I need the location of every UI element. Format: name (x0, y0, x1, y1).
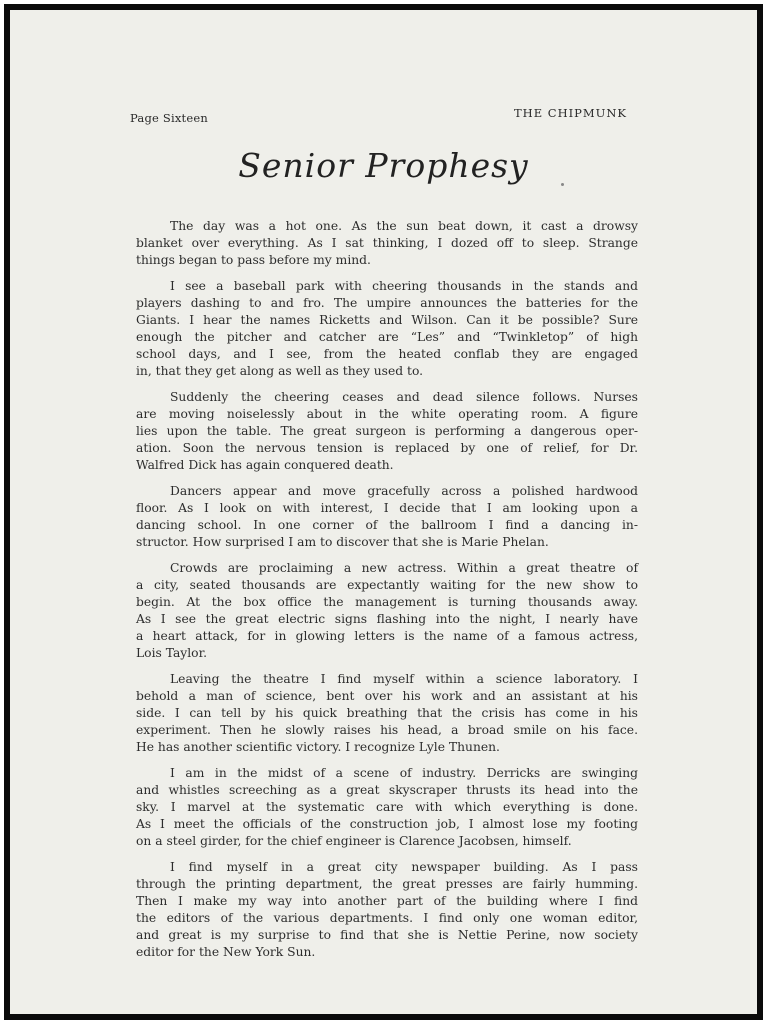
paragraph (136, 278, 638, 380)
paragraph-line: Lois Taylor. (136, 646, 208, 660)
paragraph-line: Then I make my way into another part of the building where I find (136, 894, 638, 908)
paragraph-line: players dashing to and fro. The umpire announces the batteries for the (136, 296, 638, 310)
paragraph-line: He has another scientific victory. I recognize Lyle Thunen. (136, 740, 500, 754)
paragraph-line: behold a man of science, bent over his work and an assistant at his (136, 689, 638, 703)
paragraph-line: Dancers appear and move gracefully across a polished hardwood (170, 484, 638, 498)
paragraph (136, 671, 638, 756)
paragraph-line: and great is my surprise to find that she is Nettie Perine, now society (136, 928, 638, 942)
paragraph-line: I find myself in a great city newspaper building. As I pass (170, 860, 638, 874)
paragraph-line: are moving noiselessly about in the white operating room. A figure (136, 407, 638, 421)
paragraph-line: begin. At the box office the management is turning thousands away. (136, 595, 638, 609)
paragraph (136, 765, 638, 850)
paragraph-line: on a steel girder, for the chief engineer is Clarence Jacobsen, himself. (136, 834, 572, 848)
paragraph-line: the editors of the various departments. I find only one woman editor, (136, 911, 638, 925)
paragraph-line: a heart attack, for in glowing letters is the name of a famous actress, (136, 629, 638, 643)
paragraph (136, 483, 638, 551)
paragraph-line: dancing school. In one corner of the ballroom I find a dancing in- (136, 518, 638, 532)
paragraph-line: sky. I marvel at the systematic care with which everything is done. (136, 800, 638, 814)
paragraph-line: school days, and I see, from the heated conflab they are engaged (136, 347, 638, 361)
paragraph-line: enough the pitcher and catcher are “Les” and “Twinkletop” of high (136, 330, 638, 344)
paragraph (136, 218, 638, 269)
paragraph-line: Walfred Dick has again conquered death. (136, 458, 394, 472)
article-body (136, 218, 638, 970)
publication-name: THE CHIPMUNK (514, 106, 627, 120)
paragraph-line: through the printing department, the great presses are fairly humming. (136, 877, 638, 891)
page-border (4, 4, 763, 1020)
paragraph-line: As I see the great electric signs flashing into the night, I nearly have (136, 612, 638, 626)
paragraph-line: floor. As I look on with interest, I decide that I am looking upon a (136, 501, 638, 515)
paragraph-line: things began to pass before my mind. (136, 253, 371, 267)
article-title: Senior Prophesy (238, 146, 529, 185)
paragraph-line: The day was a hot one. As the sun beat down, it cast a drowsy (170, 219, 638, 233)
paragraph (136, 560, 638, 662)
paragraph-line: blanket over everything. As I sat thinking, I dozed off to sleep. Strange (136, 236, 638, 250)
paragraph-line: Giants. I hear the names Ricketts and Wilson. Can it be possible? Sure (136, 313, 638, 327)
paragraph-line: lies upon the table. The great surgeon is performing a dangerous oper- (136, 424, 638, 438)
paragraph-line: Crowds are proclaiming a new actress. Within a great theatre of (170, 561, 638, 575)
paragraph-line: Leaving the theatre I find myself within a science laboratory. I (170, 672, 638, 686)
paragraph-line: ation. Soon the nervous tension is replaced by one of relief, for Dr. (136, 441, 638, 455)
paragraph-line: I see a baseball park with cheering thousands in the stands and (170, 279, 638, 293)
page-number-label: Page Sixteen (130, 111, 208, 125)
paragraph (136, 859, 638, 961)
paragraph-line: side. I can tell by his quick breathing that the crisis has come in his (136, 706, 638, 720)
paragraph-line: in, that they get along as well as they used to. (136, 364, 424, 378)
paragraph-line: editor for the New York Sun. (136, 945, 316, 959)
paragraph-line: experiment. Then he slowly raises his head, a broad smile on his face. (136, 723, 638, 737)
paragraph-line: As I meet the officials of the construction job, I almost lose my footing (136, 817, 638, 831)
paragraph (136, 389, 638, 474)
paragraph-line: a city, seated thousands are expectantly waiting for the new show to (136, 578, 638, 592)
ink-speck (561, 183, 564, 186)
paragraph-line: Suddenly the cheering ceases and dead silence follows. Nurses (170, 390, 638, 404)
paragraph-line: structor. How surprised I am to discover that she is Marie Phelan. (136, 535, 549, 549)
page-sheet (10, 10, 757, 1014)
paragraph-line: I am in the midst of a scene of industry. Derricks are swinging (170, 766, 638, 780)
paragraph-line: and whistles screeching as a great skyscraper thrusts its head into the (136, 783, 638, 797)
